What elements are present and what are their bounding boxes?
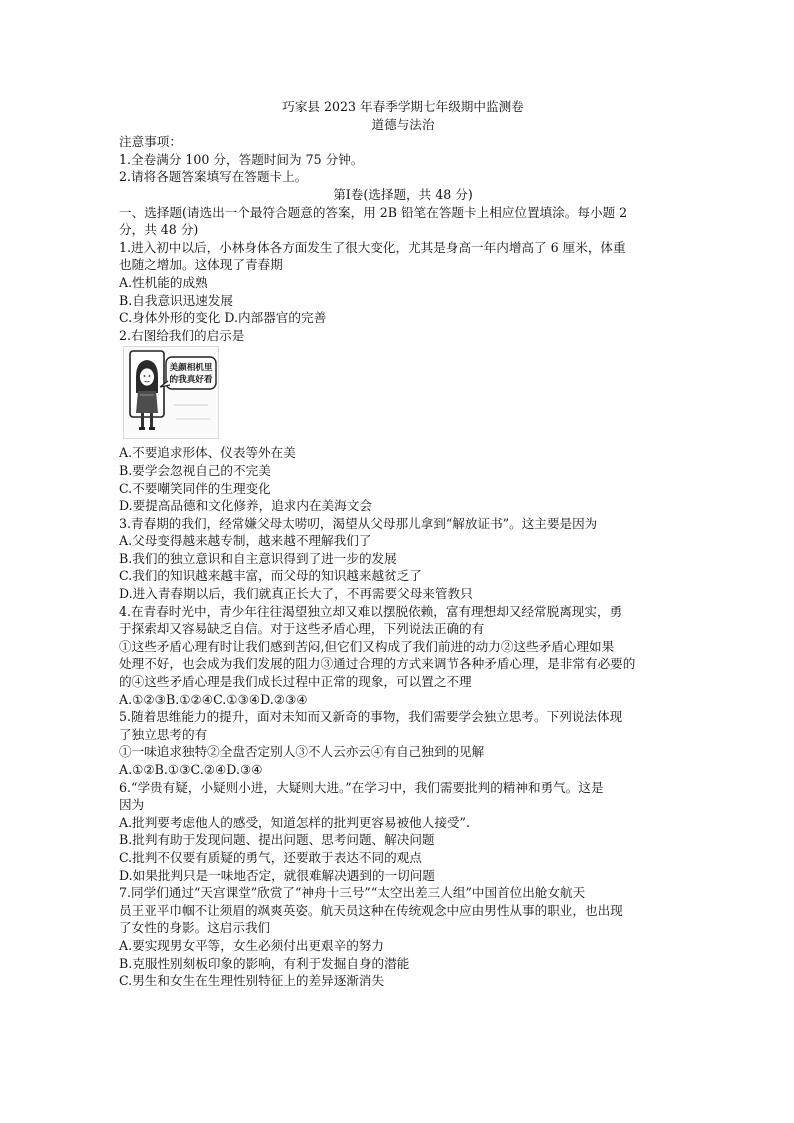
option: C.男生和女生在生理性别特征上的差异逐渐消失 <box>119 973 385 989</box>
option: A.父母变得越来越专制，越来越不理解我们了 <box>119 533 372 549</box>
option: A.批判要考虑他人的感受，知道怎样的批判更容易被他人接受”. <box>119 814 470 830</box>
question-5 <box>119 708 687 778</box>
question-4 <box>119 603 687 709</box>
question-stem: 6.“学贵有疑，小疑则小进，大疑则大进。”在学习中，我们需要批判的精神和勇气。这是 <box>119 779 604 795</box>
option: D.进入青春期以后，我们就真正长大了，不再需要父母来管教只 <box>119 586 473 602</box>
girl-with-phone-illustration <box>124 347 218 438</box>
question-2 <box>119 327 687 515</box>
question-stem: 3.青春期的我们，经常嫌父母太唠叨，渴望从父母那儿拿到“解放证书”。这主要是因为 <box>119 515 598 531</box>
question-6 <box>119 779 687 885</box>
option: A.不要追求形体、仪表等外在美 <box>119 445 296 461</box>
notice-item: 1.全卷满分 100 分，答题时间为 75 分钟。 <box>119 151 364 167</box>
option: C.身体外形的变化 D.内部器官的完善 <box>119 310 327 326</box>
statement: 的④这些矛盾心理是我们成长过程中正常的现象，可以置之不理 <box>119 674 472 690</box>
question-stem: 也随之增加。这体现了青春期 <box>119 257 283 273</box>
option: D.如果批判只是一味地否定，就很难解决遇到的一切问题 <box>119 867 435 883</box>
statement: ①一味追求独特②全盘否定别人③不人云亦云④有自己独到的见解 <box>119 744 485 760</box>
statement: 处理不好，也会成为我们发展的阻力③通过合理的方式来调节各种矛盾心理，是非常有必要的 <box>119 656 636 672</box>
exam-subject: 道德与法治 <box>371 116 435 132</box>
option: B.克服性别刻板印象的影响，有利于发掘自身的潜能 <box>119 955 410 971</box>
question-figure <box>123 346 219 439</box>
option: C.批判不仅要有质疑的勇气，还要敢于表达不同的观点 <box>119 849 422 865</box>
exam-content <box>119 98 687 990</box>
section-instruction: 分，共 48 分) <box>119 222 199 238</box>
question-stem: 了女性的身影。这启示我们 <box>119 920 271 936</box>
option: D.要提高品德和文化修养，追求内在美海文会 <box>119 498 372 514</box>
question-3 <box>119 515 687 603</box>
question-stem: 7.同学们通过“天宫课堂”欣赏了“神舟十三号”“太空出差三人组”中国首位出舱女航天 <box>119 885 586 901</box>
option: A.①②③B.①②④C.①③④D.②③④ <box>119 691 308 707</box>
option: C.我们的知识越来越丰富，而父母的知识越来越贫乏了 <box>119 568 422 584</box>
question-7 <box>119 884 687 990</box>
option: B.批判有助于发现问题、提出问题、思考问题、解决问题 <box>119 832 435 848</box>
figure-caption: 美颜相机里的我真好看 <box>169 363 213 386</box>
question-stem: 4.在青春时光中，青少年往往渴望独立却又难以摆脱依赖，富有理想却又经常脱离现实，勇 <box>119 603 623 619</box>
notice-item: 2.请将各题答案填写在答题卡上。 <box>119 169 308 185</box>
exam-title: 巧家县 2023 年春季学期七年级期中监测卷 <box>282 99 524 114</box>
section-instruction: 一、选择题(请选出一个最符合题意的答案，用 2B 铅笔在答题卡上相应位置填涂。每小题 2 <box>119 204 628 220</box>
option: B.自我意识迅速发展 <box>119 292 234 308</box>
question-1 <box>119 239 687 327</box>
option: C.不要嘲笑同伴的生理变化 <box>119 480 271 496</box>
option: B.要学会忽视自己的不完美 <box>119 462 271 478</box>
question-stem: 5.随着思维能力的提升，面对未知而又新奇的事物，我们需要学会独立思考。下列说法体现 <box>119 709 623 725</box>
question-stem: 于探索却又容易缺乏自信。对于这些矛盾心理，下列说法正确的有 <box>119 621 485 637</box>
question-stem: 1.进入初中以后，小林身体各方面发生了很大变化，尤其是身高一年内增高了 6 厘米，体重 <box>119 239 626 255</box>
question-stem: 因为 <box>119 797 145 813</box>
option: A.①②B.①③C.②④D.③④ <box>119 762 263 777</box>
option: A.要实现男女平等，女生必须付出更艰辛的努力 <box>119 937 384 953</box>
statement: ①这些矛盾心理有时让我们感到苦闷,但它们又构成了我们前进的动力②这些矛盾心理如果 <box>119 638 615 654</box>
notice-heading: 注意事项： <box>119 134 182 150</box>
option: A.性机能的成熟 <box>119 274 208 290</box>
option: B.我们的独立意识和自主意识得到了进一步的发展 <box>119 550 397 566</box>
question-stem: 员王亚平巾帼不让须眉的飒爽英姿。航天员这种在传统观念中应由男性从事的职业，也出现 <box>119 902 623 918</box>
section-title: 第Ⅰ卷(选择题，共 48 分) <box>333 186 473 202</box>
question-stem: 了独立思考的有 <box>119 726 208 742</box>
question-stem: 2.右图给我们的启示是 <box>119 327 245 343</box>
